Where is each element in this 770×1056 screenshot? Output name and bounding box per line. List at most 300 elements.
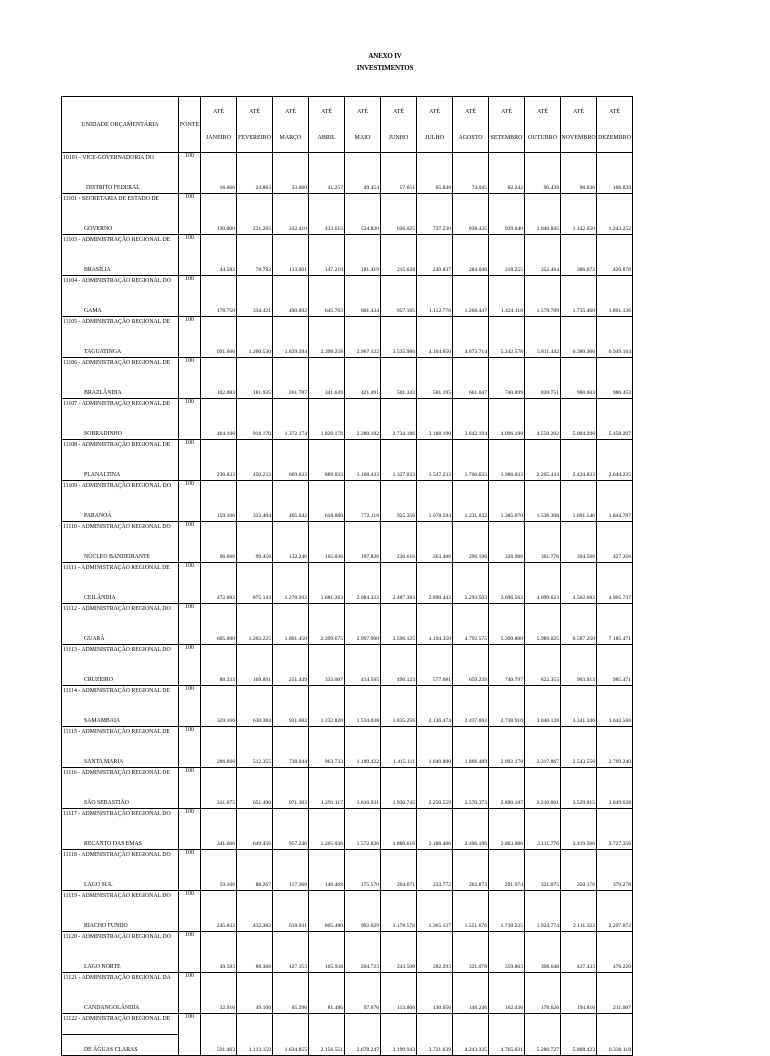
value-cell: 146.246 xyxy=(453,973,489,1014)
value-cell: 44.583 xyxy=(201,235,237,276)
value-cell: 1.551.676 xyxy=(453,891,489,932)
unit-name: NÚCLEO BANDEIRANTE xyxy=(62,542,179,563)
value-cell: 386.673 xyxy=(561,235,597,276)
value-cell: 41.257 xyxy=(309,153,345,194)
value-cell: 5.004.206 xyxy=(561,399,597,440)
unit-code-name: 11116 - ADMINISTRAÇÃO REGIONAL DE xyxy=(62,768,179,789)
fonte-cell: 100 xyxy=(179,768,201,809)
value-cell: 2.644.235 xyxy=(597,440,633,481)
fonte-cell: 100 xyxy=(179,645,201,686)
value-cell: 1.829.394 xyxy=(273,317,309,358)
value-cell: 5.458.207 xyxy=(597,399,633,440)
value-cell: 1.178.578 xyxy=(381,891,417,932)
value-cell: 74.045 xyxy=(453,153,489,194)
value-cell: 90.439 xyxy=(525,153,561,194)
value-cell: 321.078 xyxy=(453,932,489,973)
value-cell: 361.776 xyxy=(525,522,561,563)
value-cell: 6.587.250 xyxy=(561,604,597,645)
value-cell: 331.675 xyxy=(201,768,237,809)
unit-code-name: 11122 - ADMINISTRAÇÃO REGIONAL DE xyxy=(62,1014,179,1035)
value-cell: 1.681.263 xyxy=(309,563,345,604)
value-cell: 2.997.900 xyxy=(345,604,381,645)
value-cell: 4.099.623 xyxy=(525,563,561,604)
unit-code-name: 11111 - ADMINISTRAÇÃO REGIONAL DE xyxy=(62,563,179,584)
value-cell: 2.678.247 xyxy=(345,1014,381,1056)
value-cell: 1.766.633 xyxy=(453,440,489,481)
value-cell: 889.033 xyxy=(309,440,345,481)
value-cell: 132.246 xyxy=(273,522,309,563)
header-month-label: DEZEMBRO xyxy=(598,134,631,141)
value-cell: 838.435 xyxy=(453,194,489,235)
value-cell: 465.642 xyxy=(273,481,309,522)
value-cell: 925.356 xyxy=(381,481,417,522)
header-unit: UNIDADE ORÇAMENTÁRIA xyxy=(62,97,179,153)
header-month-label: JANEIRO xyxy=(206,134,231,141)
value-cell: 900.603 xyxy=(561,358,597,399)
value-cell: 159.166 xyxy=(201,481,237,522)
value-cell: 359.863 xyxy=(489,932,525,973)
fonte-cell: 100 xyxy=(179,399,201,440)
fonte-cell: 100 xyxy=(179,932,201,973)
header-month-label: ABRIL xyxy=(317,134,336,141)
value-cell: 2.111.323 xyxy=(561,891,597,932)
value-cell: 2.496.196 xyxy=(453,809,489,850)
unit-name: GAMA xyxy=(62,296,179,317)
value-cell: 1.610.931 xyxy=(345,768,381,809)
value-cell: 738.044 xyxy=(273,727,309,768)
table-row xyxy=(62,358,633,379)
value-cell: 1.327.833 xyxy=(381,440,417,481)
value-cell: 1.372.174 xyxy=(273,399,309,440)
value-cell: 296.196 xyxy=(453,522,489,563)
value-cell: 2.890.187 xyxy=(489,768,525,809)
unit-name: RIACHO FUNDO xyxy=(62,911,179,932)
fonte-cell: 100 xyxy=(179,973,201,1014)
value-cell: 618.880 xyxy=(309,481,345,522)
fonte-cell: 100 xyxy=(179,235,201,276)
header-ate-label: ATÉ xyxy=(357,108,368,115)
fonte-cell: 100 xyxy=(179,153,201,194)
value-cell: 3.529.815 xyxy=(561,768,597,809)
value-cell: 3.210.001 xyxy=(525,768,561,809)
value-cell: 341.666 xyxy=(201,809,237,850)
table-row xyxy=(62,481,633,502)
table-row xyxy=(62,1014,633,1035)
value-cell: 992.029 xyxy=(345,891,381,932)
fonte-cell: 100 xyxy=(179,686,201,727)
value-cell: 931.602 xyxy=(273,686,309,727)
value-cell: 2.769.240 xyxy=(597,727,633,768)
value-cell: 1.801.450 xyxy=(273,604,309,645)
value-cell: 1.930.745 xyxy=(381,768,417,809)
header-ate-label: ATÉ xyxy=(537,108,548,115)
value-cell: 2.398.258 xyxy=(309,317,345,358)
value-cell: 4.673.714 xyxy=(453,317,489,358)
unit-code-name: 11120 - ADMINISTRAÇÃO REGIONAL DO xyxy=(62,932,179,953)
table-row xyxy=(62,153,633,174)
unit-name: CANDANGOLÂNDIA xyxy=(62,993,179,1014)
header-month xyxy=(453,97,489,153)
value-cell: 4.792.575 xyxy=(453,604,489,645)
unit-code-name: 11103 - ADMINISTRAÇÃO REGIONAL DE xyxy=(62,235,179,256)
value-cell: 630.384 xyxy=(237,686,273,727)
value-cell: 4.096.198 xyxy=(489,399,525,440)
value-cell: 215.628 xyxy=(381,235,417,276)
unit-code-name: 11119 - ADMINISTRAÇÃO REGIONAL DO xyxy=(62,891,179,912)
table-row xyxy=(62,891,633,912)
value-cell: 394.566 xyxy=(561,522,597,563)
value-cell: 2.570.373 xyxy=(453,768,489,809)
value-cell: 1.538.308 xyxy=(525,481,561,522)
value-cell: 65.296 xyxy=(273,973,309,1014)
table-row xyxy=(62,809,633,830)
value-cell: 162.436 xyxy=(489,973,525,1014)
value-cell: 1.040.845 xyxy=(525,194,561,235)
value-cell: 1.891.136 xyxy=(597,276,633,317)
unit-code-name: 11104 - ADMINISTRAÇÃO REGIONAL DO xyxy=(62,276,179,297)
value-cell: 282.293 xyxy=(417,932,453,973)
value-cell: 645.763 xyxy=(309,276,345,317)
unit-code-name: 11110 - ADMINISTRAÇÃO REGIONAL DO xyxy=(62,522,179,543)
table-row xyxy=(62,932,633,953)
header-ate-label: ATÉ xyxy=(573,108,584,115)
value-cell: 1.291.117 xyxy=(309,768,345,809)
value-cell: 321.075 xyxy=(525,850,561,891)
value-cell: 65.848 xyxy=(417,153,453,194)
unit-name: CEILÂNDIA xyxy=(62,583,179,604)
value-cell: 1.260.530 xyxy=(237,317,273,358)
value-cell: 263.406 xyxy=(417,522,453,563)
value-cell: 2.487.383 xyxy=(381,563,417,604)
header-month xyxy=(561,97,597,153)
value-cell: 2.424.833 xyxy=(561,440,597,481)
value-cell: 971.303 xyxy=(273,768,309,809)
value-cell: 1.572.826 xyxy=(345,809,381,850)
value-cell: 534.820 xyxy=(345,194,381,235)
value-cell: 4.905.737 xyxy=(597,563,633,604)
value-cell: 957.246 xyxy=(273,809,309,850)
value-cell: 801.434 xyxy=(345,276,381,317)
value-cell: 2.188.406 xyxy=(417,809,453,850)
value-cell: 165.036 xyxy=(309,522,345,563)
table-row xyxy=(62,440,633,461)
value-cell: 3.596.125 xyxy=(381,604,417,645)
value-cell: 3.040.128 xyxy=(525,686,561,727)
value-cell: 98.636 xyxy=(561,153,597,194)
value-cell: 2.205.433 xyxy=(525,440,561,481)
value-cell: 97.676 xyxy=(345,973,381,1014)
fonte-cell: 100 xyxy=(179,481,201,522)
value-cell: 1.232.820 xyxy=(309,686,345,727)
value-cell: 1.866.489 xyxy=(453,727,489,768)
unit-name: DE ÁGUAS CLARAS xyxy=(62,1035,179,1056)
value-cell: 450.233 xyxy=(237,440,273,481)
value-cell: 2.084.323 xyxy=(345,563,381,604)
value-cell: 472.083 xyxy=(201,563,237,604)
value-cell: 2.803.986 xyxy=(489,809,525,850)
value-cell: 3.642.194 xyxy=(453,399,489,440)
fonte-cell: 100 xyxy=(179,194,201,235)
value-cell: 291.974 xyxy=(489,850,525,891)
value-cell: 178.750 xyxy=(201,276,237,317)
value-cell: 32.916 xyxy=(201,973,237,1014)
value-cell: 1.243.252 xyxy=(597,194,633,235)
value-cell: 740.899 xyxy=(489,358,525,399)
value-cell: 334.421 xyxy=(237,276,273,317)
value-cell: 691.666 xyxy=(201,317,237,358)
unit-name: SÃO SEBASTIÃO xyxy=(62,788,179,809)
value-cell: 6.380.306 xyxy=(561,317,597,358)
fonte-cell: 100 xyxy=(179,850,201,891)
value-cell: 117.368 xyxy=(273,850,309,891)
value-cell: 6.949.164 xyxy=(597,317,633,358)
unit-name: SOBRADINHO xyxy=(62,419,179,440)
value-cell: 496.123 xyxy=(381,645,417,686)
value-cell: 2.437.692 xyxy=(453,686,489,727)
header-ate-label: ATÉ xyxy=(429,108,440,115)
value-cell: 4.502.683 xyxy=(561,563,597,604)
value-cell: 233.772 xyxy=(417,850,453,891)
unit-code-name: 11114 - ADMINISTRAÇÃO REGIONAL DE xyxy=(62,686,179,707)
value-cell: 3.849.628 xyxy=(597,768,633,809)
fonte-cell: 100 xyxy=(179,317,201,358)
value-cell: 16.666 xyxy=(201,153,237,194)
value-cell: 1.203.225 xyxy=(237,604,273,645)
table-row xyxy=(62,850,633,871)
annex-title: ANEXO IV xyxy=(368,52,402,60)
value-cell: 985.471 xyxy=(597,645,633,686)
value-cell: 1.826.178 xyxy=(309,399,345,440)
value-cell: 113.001 xyxy=(273,235,309,276)
header-month xyxy=(237,97,273,153)
unit-code-name: 11117 - ADMINISTRAÇÃO REGIONAL DO xyxy=(62,809,179,830)
unit-name: PLANALTINA xyxy=(62,460,179,481)
value-cell: 432.382 xyxy=(237,891,273,932)
fonte-cell: 100 xyxy=(179,276,201,317)
unit-name: SAMAMBAIA xyxy=(62,706,179,727)
value-cell: 88.267 xyxy=(237,850,273,891)
value-cell: 33.060 xyxy=(273,153,309,194)
header-month-label: NOVEMBRO xyxy=(561,134,596,141)
value-cell: 2.136.474 xyxy=(417,686,453,727)
value-cell: 1.265.036 xyxy=(309,809,345,850)
header-month-label: SETEMBRO xyxy=(490,134,523,141)
value-cell: 1.735.460 xyxy=(561,276,597,317)
value-cell: 350.176 xyxy=(561,850,597,891)
value-cell: 262.873 xyxy=(453,850,489,891)
table-row xyxy=(62,563,633,584)
value-cell: 2.280.182 xyxy=(345,399,381,440)
unit-code-name: 11113 - ADMINISTRAÇÃO REGIONAL DO xyxy=(62,645,179,666)
header-month-label: JUNHO xyxy=(388,134,409,141)
fonte-cell: 100 xyxy=(179,522,201,563)
value-cell: 737.230 xyxy=(417,194,453,235)
value-cell: 3.696.563 xyxy=(489,563,525,604)
table-row xyxy=(62,194,633,215)
unit-code-name: 10101 - VICE-GOVERNADORIA DO xyxy=(62,153,179,174)
value-cell: 82.242 xyxy=(489,153,525,194)
value-cell: 427.356 xyxy=(597,522,633,563)
value-cell: 57.651 xyxy=(381,153,417,194)
value-cell: 49.583 xyxy=(201,932,237,973)
annex-subtitle: INVESTIMENTOS xyxy=(356,64,414,72)
fonte-cell: 100 xyxy=(179,809,201,850)
value-cell: 636.025 xyxy=(381,194,417,235)
fonte-cell: 100 xyxy=(179,1014,201,1056)
value-cell: 1.986.033 xyxy=(489,440,525,481)
value-cell: 669.633 xyxy=(273,440,309,481)
value-cell: 1.078.594 xyxy=(417,481,453,522)
fonte-cell: 100 xyxy=(179,563,201,604)
table-row xyxy=(62,973,633,994)
value-cell: 113.866 xyxy=(381,973,417,1014)
value-cell: 329.166 xyxy=(201,686,237,727)
value-cell: 181.419 xyxy=(345,235,381,276)
value-cell: 1.547.233 xyxy=(417,440,453,481)
unit-name: PARANOÁ xyxy=(62,501,179,522)
header-month-label: FEVEREIRO xyxy=(238,134,271,141)
header-month xyxy=(381,97,417,153)
value-cell: 1.691.546 xyxy=(561,481,597,522)
header-ate-label: ATÉ xyxy=(393,108,404,115)
value-cell: 130.000 xyxy=(201,194,237,235)
value-cell: 3.535.986 xyxy=(381,317,417,358)
value-cell: 581.195 xyxy=(417,358,453,399)
value-cell: 2.967.122 xyxy=(345,317,381,358)
header-month xyxy=(309,97,345,153)
value-cell: 2.890.443 xyxy=(417,563,453,604)
value-cell: 194.816 xyxy=(561,973,597,1014)
fonte-cell: 100 xyxy=(179,358,201,399)
value-cell: 1.924.774 xyxy=(525,891,561,932)
value-cell: 5.286.727 xyxy=(525,1014,561,1056)
unit-code-name: 11107 - ADMINISTRAÇÃO REGIONAL DE xyxy=(62,399,179,420)
value-cell: 4.765.031 xyxy=(489,1014,525,1056)
value-cell: 1.738.225 xyxy=(489,891,525,932)
value-cell: 1.278.203 xyxy=(273,563,309,604)
fonte-cell: 100 xyxy=(179,727,201,768)
header-ate-label: ATÉ xyxy=(501,108,512,115)
unit-name: BRAZLÂNDIA xyxy=(62,378,179,399)
value-cell: 476.220 xyxy=(597,932,633,973)
unit-code-name: 11115 - ADMINISTRAÇÃO REGIONAL DE xyxy=(62,727,179,748)
value-cell: 99.456 xyxy=(237,522,273,563)
value-cell: 243.508 xyxy=(381,932,417,973)
value-cell: 178.626 xyxy=(525,973,561,1014)
header-fonte: FONTE xyxy=(179,97,201,153)
value-cell: 414.565 xyxy=(345,645,381,686)
value-cell: 5.808.423 xyxy=(561,1014,597,1056)
value-cell: 5.989.025 xyxy=(525,604,561,645)
unit-name: TAGUATINGA xyxy=(62,337,179,358)
value-cell: 211.007 xyxy=(597,973,633,1014)
value-cell: 333.007 xyxy=(309,645,345,686)
value-cell: 651.490 xyxy=(237,768,273,809)
value-cell: 1.844.787 xyxy=(597,481,633,522)
investments-table xyxy=(61,96,633,1056)
value-cell: 659.239 xyxy=(453,645,489,686)
header-ate-label: ATÉ xyxy=(609,108,620,115)
value-cell: 649.456 xyxy=(237,809,273,850)
value-cell: 2.250.559 xyxy=(417,768,453,809)
value-cell: 245.833 xyxy=(201,891,237,932)
value-cell: 7.185.471 xyxy=(597,604,633,645)
unit-name: LAGO SUL xyxy=(62,870,179,891)
value-cell: 230.616 xyxy=(381,522,417,563)
value-cell: 4.550.202 xyxy=(525,399,561,440)
table-row xyxy=(62,276,633,297)
value-cell: 78.792 xyxy=(237,235,273,276)
unit-code-name: 11109 - ADMINISTRAÇÃO REGIONAL DO xyxy=(62,481,179,502)
value-cell: 147.210 xyxy=(309,235,345,276)
value-cell: 230.833 xyxy=(201,440,237,481)
value-cell: 175.570 xyxy=(345,850,381,891)
header-month-label: MAIO xyxy=(354,134,371,141)
table-row xyxy=(62,645,633,666)
value-cell: 577.681 xyxy=(417,645,453,686)
value-cell: 398.648 xyxy=(525,932,561,973)
value-cell: 3.419.566 xyxy=(561,809,597,850)
value-cell: 318.255 xyxy=(489,235,525,276)
value-cell: 2.734.186 xyxy=(381,399,417,440)
value-cell: 379.278 xyxy=(597,850,633,891)
value-cell: 605.000 xyxy=(201,604,237,645)
value-cell: 165.938 xyxy=(309,932,345,973)
value-cell: 328.986 xyxy=(489,522,525,563)
value-cell: 464.166 xyxy=(201,399,237,440)
value-cell: 88.333 xyxy=(201,645,237,686)
value-cell: 618.931 xyxy=(273,891,309,932)
value-cell: 284.046 xyxy=(453,235,489,276)
header-month-label: MARÇO xyxy=(279,134,302,141)
header-ate-label: ATÉ xyxy=(285,108,296,115)
value-cell: 3.111.776 xyxy=(525,809,561,850)
value-cell: 822.355 xyxy=(525,645,561,686)
value-cell: 3.341.346 xyxy=(561,686,597,727)
value-cell: 4.243.335 xyxy=(453,1014,489,1056)
table-row xyxy=(62,768,633,789)
value-cell: 3.199.943 xyxy=(381,1014,417,1056)
value-cell: 820.751 xyxy=(525,358,561,399)
value-cell: 490.092 xyxy=(273,276,309,317)
value-cell: 501.343 xyxy=(381,358,417,399)
value-cell: 2.297.872 xyxy=(597,891,633,932)
value-cell: 1.365.127 xyxy=(417,891,453,932)
header-month xyxy=(489,97,525,153)
value-cell: 102.083 xyxy=(201,358,237,399)
value-cell: 181.935 xyxy=(237,358,273,399)
value-cell: 3.642.568 xyxy=(597,686,633,727)
value-cell: 49.454 xyxy=(345,153,381,194)
value-cell: 130.056 xyxy=(417,973,453,1014)
value-cell: 352.464 xyxy=(525,235,561,276)
unit-code-name: 11105 - ADMINISTRAÇÃO REGIONAL DE xyxy=(62,317,179,338)
unit-name: GUARÁ xyxy=(62,624,179,645)
table-row xyxy=(62,317,633,338)
header-month xyxy=(525,97,561,153)
value-cell: 512.355 xyxy=(237,727,273,768)
value-cell: 286.666 xyxy=(201,727,237,768)
value-cell: 6.330.118 xyxy=(597,1014,633,1056)
unit-code-name: 11118 - ADMINISTRAÇÃO REGIONAL DO xyxy=(62,850,179,871)
value-cell: 1.835.256 xyxy=(381,686,417,727)
value-cell: 875.143 xyxy=(237,563,273,604)
value-cell: 4.104.850 xyxy=(417,317,453,358)
value-cell: 437.433 xyxy=(561,932,597,973)
value-cell: 772.118 xyxy=(345,481,381,522)
value-cell: 3.721.639 xyxy=(417,1014,453,1056)
value-cell: 3.727.356 xyxy=(597,809,633,850)
